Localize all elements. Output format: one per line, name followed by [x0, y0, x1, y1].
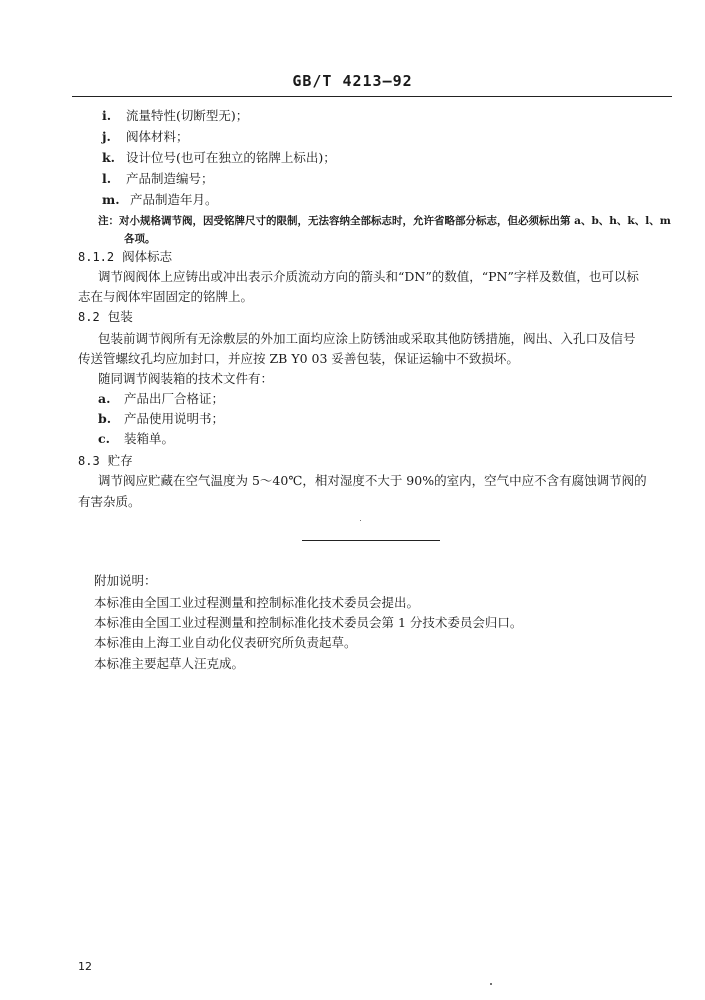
list-marker: i.	[102, 108, 112, 123]
paragraph-line: 志在与阀体牢固固定的铭牌上。	[78, 289, 254, 304]
list-marker: j.	[102, 129, 111, 144]
paragraph-line: 随同调节阀装箱的技术文件有：	[98, 371, 274, 386]
list-item: 装箱单。	[124, 431, 175, 446]
list-marker: k.	[102, 150, 116, 165]
section-title: 阀体标志	[122, 249, 173, 264]
appendix-title: 附加说明：	[94, 573, 157, 588]
list-item: 阀体材料；	[126, 129, 189, 144]
list-item: 设计位号(也可在独立的铭牌上标出)；	[126, 150, 336, 165]
paragraph-line: 调节阀应贮藏在空气温度为 5～40℃，相对湿度不大于 90%的室内，空气中应不含有腐蚀调节阀的	[98, 473, 647, 488]
list-item: 产品出厂合格证；	[124, 391, 225, 406]
list-marker: a.	[98, 391, 111, 406]
page-number: 12	[78, 960, 92, 973]
list-item: 产品制造年月。	[130, 192, 218, 207]
section-number: 8.3	[78, 454, 100, 468]
list-marker: l.	[102, 171, 112, 186]
section-heading-8-1-2	[78, 248, 172, 266]
list-item: 产品制造编号；	[126, 171, 214, 186]
list-item: 产品使用说明书；	[124, 411, 225, 426]
appendix-line: 本标准主要起草人汪克成。	[94, 656, 245, 671]
section-title: 贮存	[107, 453, 133, 468]
list-marker: b.	[98, 411, 112, 426]
section-number: 8.1.2	[78, 250, 115, 264]
list-marker: m.	[102, 192, 120, 207]
note-line-1: 注：对小规格调节阀，因受铭牌尺寸的限制，无法容纳全部标志时，允许省略部分标志，但必须标出第 a、b、h、k、l、m	[98, 215, 671, 227]
section-heading-8-3	[78, 452, 133, 470]
section-title: 包装	[107, 309, 133, 324]
section-heading-8-2	[78, 308, 133, 326]
note-line-2: 各项。	[124, 233, 156, 245]
scan-speck	[360, 520, 361, 521]
list-item: 流量特性(切断型无)；	[126, 108, 249, 123]
appendix-line: 本标准由全国工业过程测量和控制标准化技术委员会提出。	[94, 595, 420, 610]
section-divider	[302, 540, 440, 541]
header-divider	[72, 96, 672, 97]
list-marker: c.	[98, 431, 110, 446]
appendix-line: 本标准由全国工业过程测量和控制标准化技术委员会第 1 分技术委员会归口。	[94, 615, 523, 630]
scan-speck	[490, 983, 492, 985]
paragraph-line: 有害杂质。	[78, 494, 141, 509]
paragraph-line: 调节阀阀体上应铸出或冲出表示介质流动方向的箭头和“DN”的数值，“PN”字样及数值，也可以标	[98, 269, 639, 284]
standard-code-header: GB/T 4213—92	[292, 72, 413, 90]
section-number: 8.2	[78, 310, 100, 324]
paragraph-line: 包装前调节阀所有无涂敷层的外加工面均应涂上防锈油或采取其他防锈措施，阀出、入孔口及信号	[98, 331, 636, 346]
paragraph-line: 传送管螺纹孔均应加封口，并应按 ZB Y0 03 妥善包装，保证运输中不致损坏。	[78, 351, 519, 366]
appendix-line: 本标准由上海工业自动化仪表研究所负责起草。	[94, 635, 357, 650]
